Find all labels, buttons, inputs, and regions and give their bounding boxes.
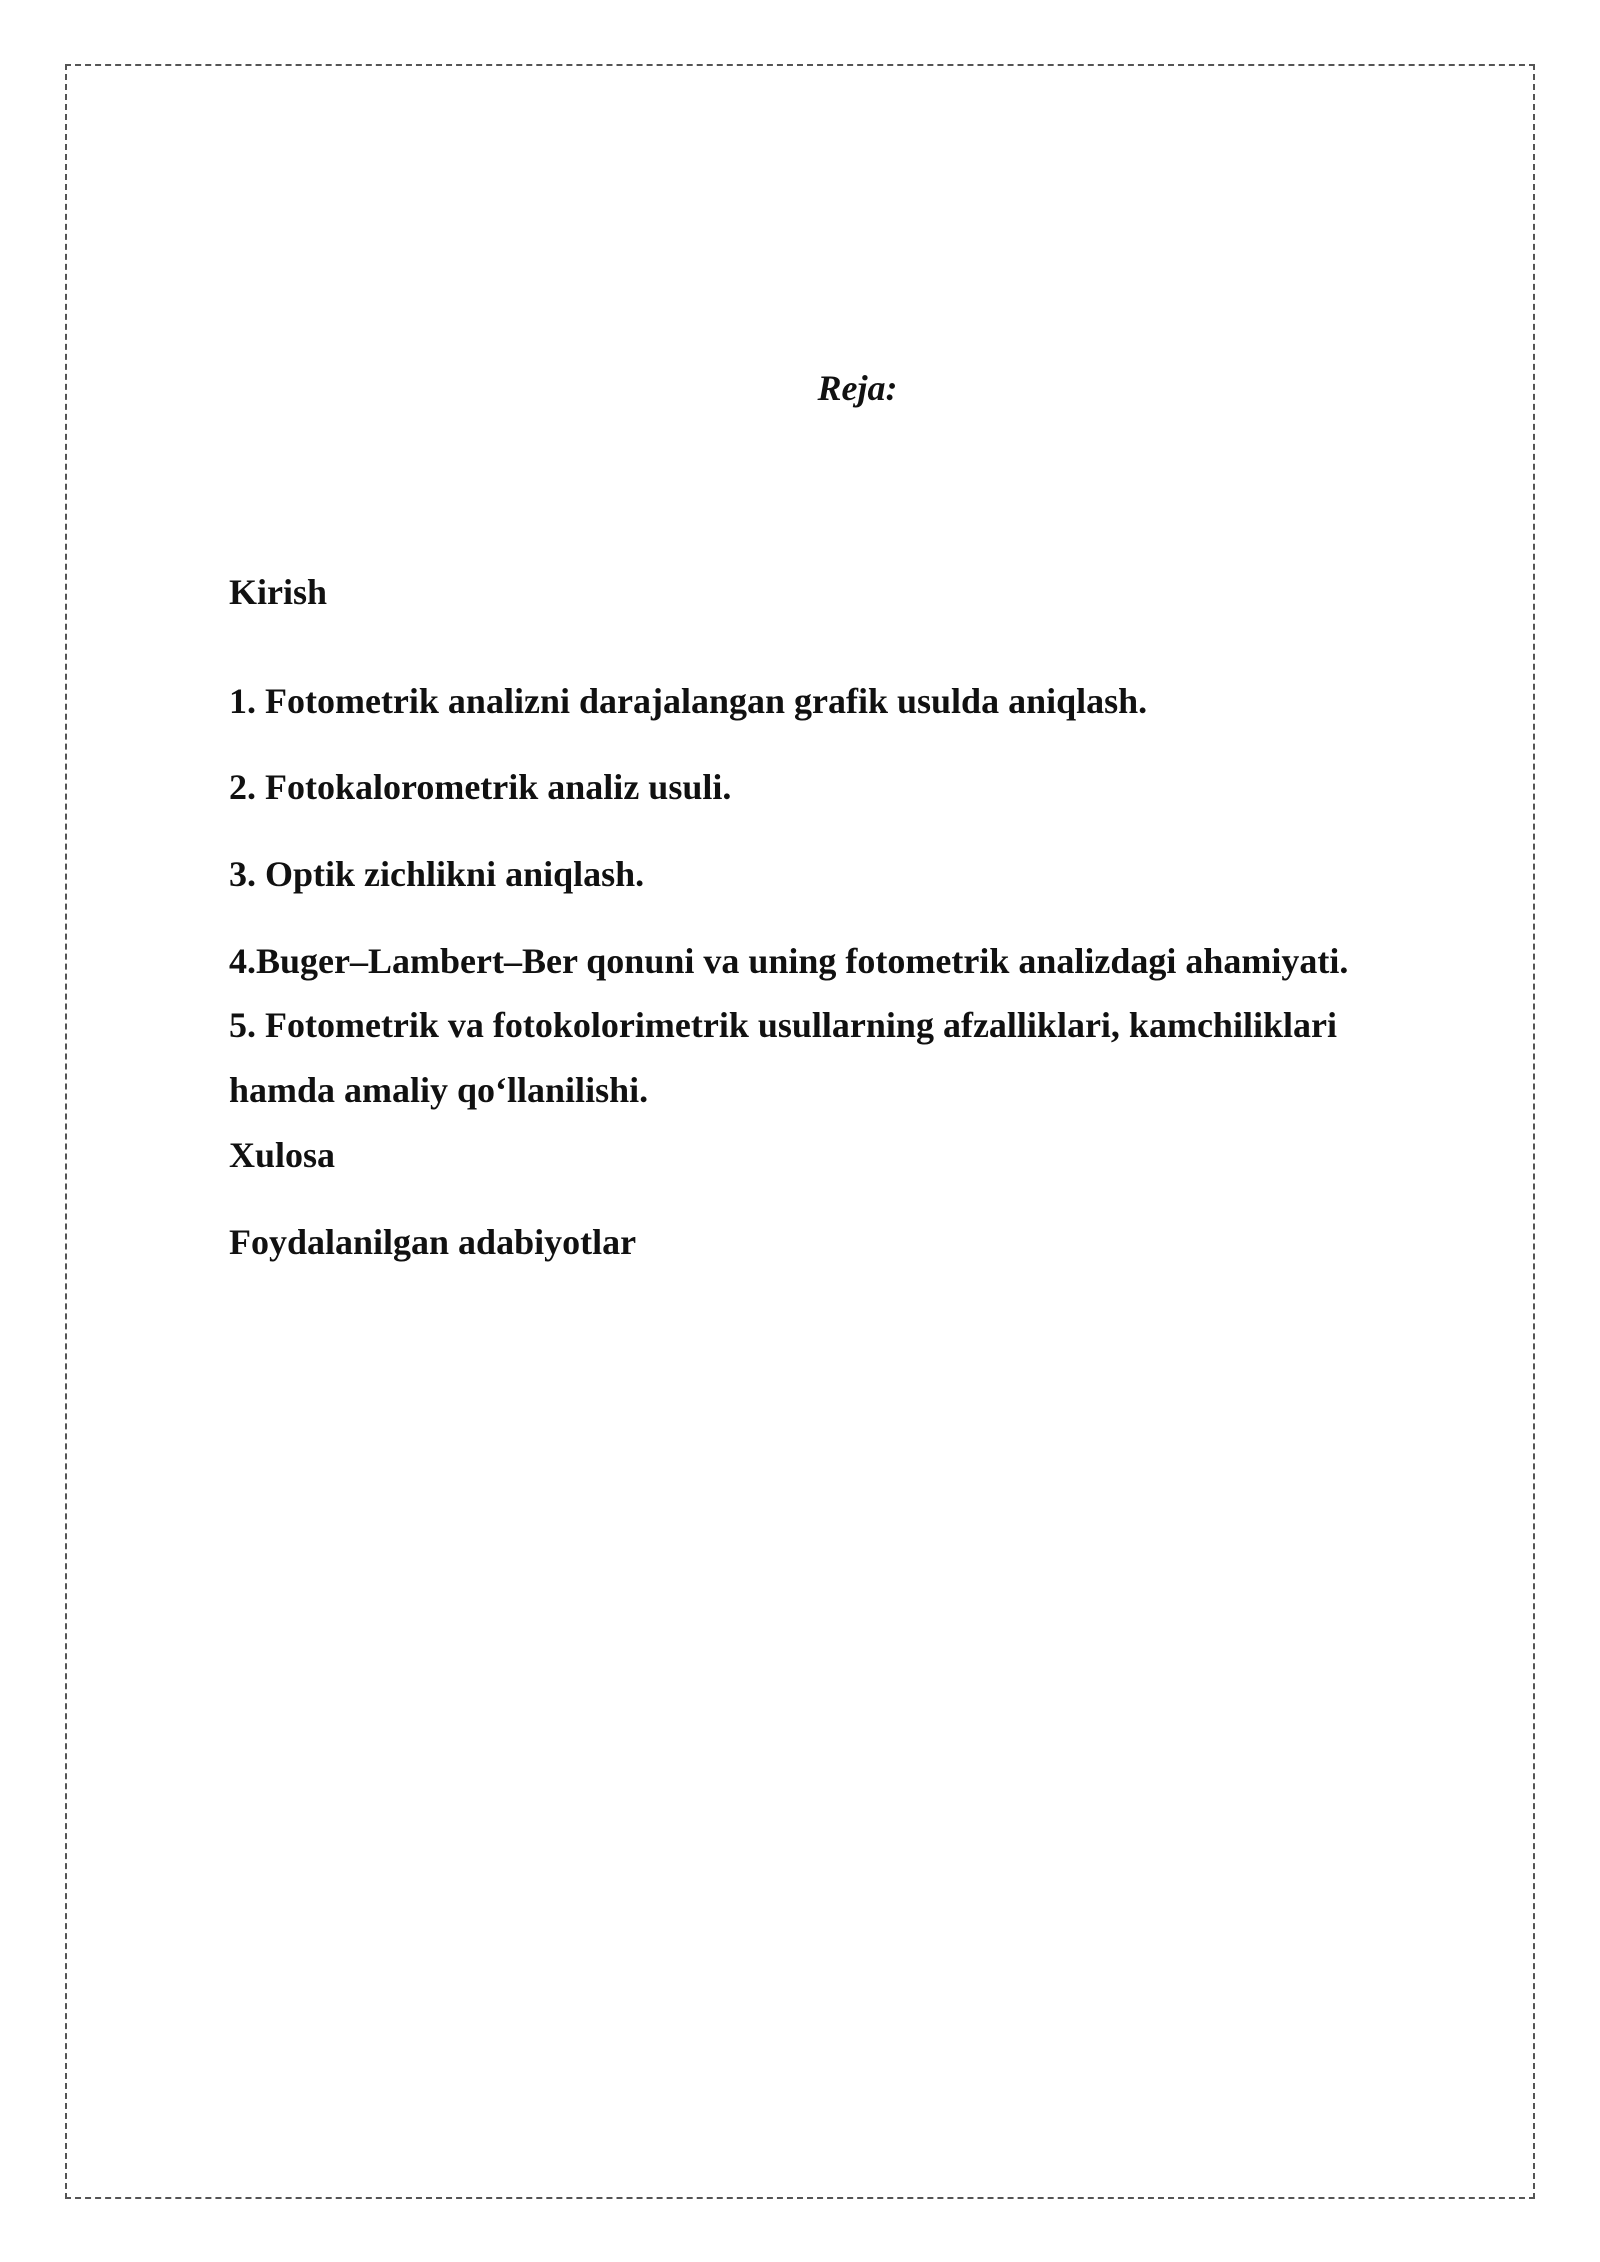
intro-heading: Kirish xyxy=(229,572,328,612)
plan-item-1: 1. Fotometrik analizni darajalangan grafik usulda aniqlash. xyxy=(229,681,1148,721)
plan-item-5: 5. Fotometrik va fotokolorimetrik usullarning afzalliklari, kamchiliklari xyxy=(229,1005,1337,1045)
plan-item-5-continued: hamda amaliy qo‘llanilishi. xyxy=(229,1070,649,1110)
conclusion-heading: Xulosa xyxy=(229,1135,336,1175)
plan-item-3: 3. Optik zichlikni aniqlash. xyxy=(229,854,645,894)
plan-item-2: 2. Fotokalorometrik analiz usuli. xyxy=(229,767,732,807)
references-heading: Foydalanilgan adabiyotlar xyxy=(229,1222,637,1262)
plan-title: Reja: xyxy=(817,368,898,408)
plan-item-4: 4.Buger–Lambert–Ber qonuni va uning fotometrik analizdagi ahamiyati. xyxy=(229,941,1349,981)
